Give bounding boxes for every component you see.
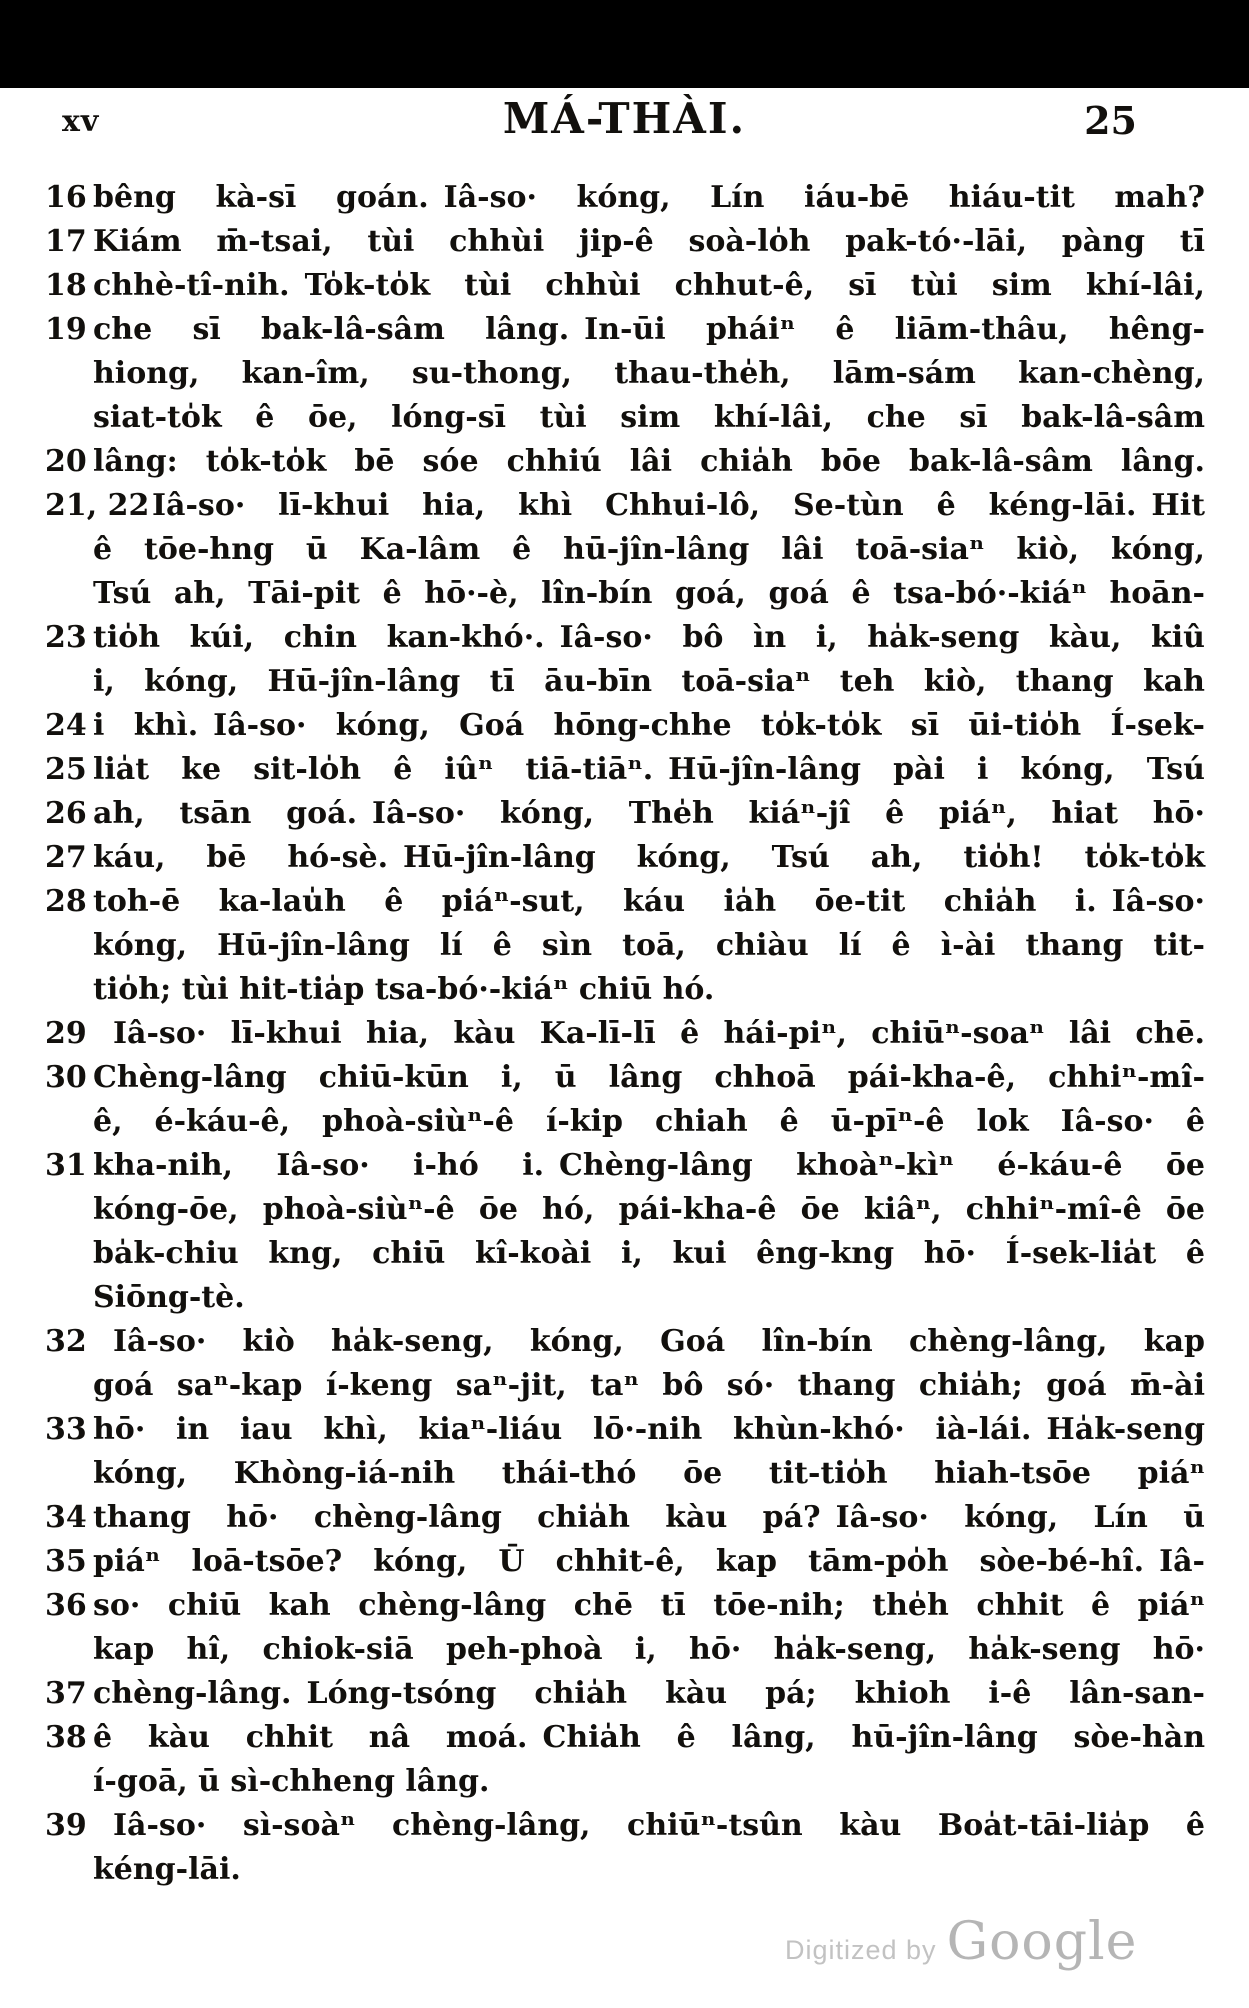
verse-number: 16 [45,180,87,215]
verse-line [45,1716,1205,1760]
verse-number: 25 [45,752,87,787]
verse-line [45,1056,1205,1100]
verse-text: lia̍t ke sit-lo̍h ê iûⁿ tiā-tiāⁿ. Hū-jîn-lâng pài i kóng, Tsú [93,752,1205,787]
verse-text: ê, é-káu-ê, phoà-siùⁿ-ê í-kip chiah ê ū-pīⁿ-ê lok Iâ-so· ê [93,1104,1205,1139]
verse-text: Siōng-tè. [93,1280,245,1315]
page-header [0,94,1249,146]
page-number: 25 [1084,98,1137,143]
verse-text: ê tōe-hng ū Ka-lâm ê hū-jîn-lâng lâi toā-siaⁿ kiò, kóng, [93,532,1205,567]
verse-text: kóng, Khòng-iá-nih thái-thó ōe tit-tio̍h hiah-tsōe piáⁿ [93,1456,1205,1491]
verse-text: kha-nih, Iâ-so· i-hó i. Chèng-lâng khoàⁿ-kìⁿ é-káu-ê ōe [93,1148,1205,1183]
verse-line [45,748,1205,792]
verse-line [45,220,1205,264]
verse-text: chèng-lâng. Lóng-tsóng chia̍h kàu pá; khioh i-ê lân-san- [93,1676,1205,1711]
verse-line [45,1364,1205,1408]
verse-line [45,1188,1205,1232]
verse-number: 23 [45,620,87,655]
verse-number: 34 [45,1500,87,1535]
verse-line [45,616,1205,660]
verse-text: kap hî, chiok-siā peh-phoà i, hō· ha̍k-seng, ha̍k-seng hō· [93,1632,1205,1667]
verse-number: 36 [45,1588,87,1623]
verse-line [45,1452,1205,1496]
verse-number: 29 [45,1016,87,1051]
verse-text: kóng-ōe, phoà-siùⁿ-ê ōe hó, pái-kha-ê ōe kiâⁿ, chhiⁿ-mî-ê ōe [93,1192,1205,1227]
verse-number: 17 [45,224,87,259]
chapter-folio: xv [62,104,100,139]
verse-text: tio̍h kúi, chin kan-khó·. Iâ-so· bô ìn i, ha̍k-seng kàu, kiû [93,620,1205,655]
verse-text: lâng: to̍k-to̍k bē sóe chhiú lâi chia̍h bōe bak-lâ-sâm lâng. [93,444,1205,479]
verse-line [45,1672,1205,1716]
verse-number: 33 [45,1412,87,1447]
verse-line [45,1144,1205,1188]
verse-line [45,660,1205,704]
verse-line [45,1232,1205,1276]
verse-number: 21, 22 [45,488,150,523]
verse-text: ah, tsān goá. Iâ-so· kóng, The̍h kiáⁿ-jî ê piáⁿ, hiat hō· [93,796,1205,831]
verse-line [45,440,1205,484]
verse-line [45,1760,1205,1804]
verse-text: kéng-lāi. [93,1852,241,1887]
verse-line [45,836,1205,880]
verse-text: í-goā, ū sì-chheng lâng. [93,1764,490,1799]
verse-text: i, kóng, Hū-jîn-lâng tī āu-bīn toā-siaⁿ teh kiò, thang kah [93,664,1205,699]
verse-line [45,1320,1205,1364]
verse-text: káu, bē hó-sè. Hū-jîn-lâng kóng, Tsú ah, tio̍h! to̍k-to̍k [93,840,1205,875]
verse-text: piáⁿ loā-tsōe? kóng, Ū chhit-ê, kap tām-po̍h sòe-bé-hî. Iâ- [93,1544,1205,1579]
google-watermark [785,1912,1137,1972]
verse-line [45,572,1205,616]
verse-line [45,176,1205,220]
verse-line [45,1276,1205,1320]
verse-line [45,1804,1205,1848]
verse-text: siat-to̍k ê ōe, lóng-sī tùi sim khí-lâi, che sī bak-lâ-sâm [93,400,1205,435]
digitized-by-label: Digitized by [785,1935,937,1965]
verse-text: che sī bak-lâ-sâm lâng. In-ūi pháiⁿ ê liām-thâu, hêng- [93,312,1205,347]
verse-line [45,308,1205,352]
verse-text: Kiám m̄-tsai, tùi chhùi jip-ê soà-lo̍h pak-tó·-lāi, pàng tī [93,224,1205,259]
verse-number: 30 [45,1060,87,1095]
verse-line [45,396,1205,440]
google-logo: Google [946,1912,1138,1972]
verse-text: so· chiū kah chèng-lâng chē tī tōe-nih; the̍h chhit ê piáⁿ [93,1588,1205,1623]
verse-text: ba̍k-chiu kng, chiū kî-koài i, kui êng-kng hō· Í-sek-lia̍t ê [93,1236,1205,1271]
verse-text: tio̍h; tùi hit-tia̍p tsa-bó·-kiáⁿ chiū hó. [93,972,715,1007]
scan-edge-bar [0,0,1249,88]
verse-number: 39 [45,1808,87,1843]
verse-line [45,484,1205,528]
verse-line [45,1628,1205,1672]
verse-line [45,352,1205,396]
verse-line [45,1540,1205,1584]
verse-number: 35 [45,1544,87,1579]
verse-number: 38 [45,1720,87,1755]
verse-line [45,924,1205,968]
verse-text: toh-ē ka-lau̍h ê piáⁿ-sut, káu ia̍h ōe-tit chia̍h i. Iâ-so· [93,884,1205,919]
verse-text: i khì. Iâ-so· kóng, Goá hōng-chhe to̍k-to̍k sī ūi-tio̍h Í-sek- [93,708,1205,743]
verse-line [45,1584,1205,1628]
verse-line [45,1012,1205,1056]
verse-number: 18 [45,268,87,303]
verse-text: chhè-tî-nih. To̍k-to̍k tùi chhùi chhut-ê, sī tùi sim khí-lâi, [93,268,1205,303]
verse-text: Tsú ah, Tāi-pit ê hō·-è, lîn-bín goá, goá ê tsa-bó·-kiáⁿ hoān- [93,576,1205,611]
verse-line [45,880,1205,924]
verse-text: hō· in iau khì, kiaⁿ-liáu lō·-nih khùn-khó· ià-lái. Ha̍k-seng [93,1412,1205,1447]
verse-number: 31 [45,1148,87,1183]
verse-line [45,1100,1205,1144]
verse-text: ê kàu chhit nâ moá. Chia̍h ê lâng, hū-jîn-lâng sòe-hàn [93,1720,1205,1755]
verse-text: Iâ-so· lī-khui hia, kàu Ka-lī-lī ê hái-piⁿ, chiūⁿ-soaⁿ lâi chē. [113,1016,1205,1051]
verse-number: 27 [45,840,87,875]
verse-text: thang hō· chèng-lâng chia̍h kàu pá? Iâ-so· kóng, Lín ū [93,1500,1205,1535]
verse-line [45,1848,1205,1892]
verse-line [45,1408,1205,1452]
verse-text: kóng, Hū-jîn-lâng lí ê sìn toā, chiàu lí ê ì-ài thang tit- [93,928,1205,963]
verse-text: Iâ-so· lī-khui hia, khì Chhui-lô, Se-tùn ê kéng-lāi. Hit [152,488,1205,523]
verse-number: 19 [45,312,87,347]
verse-line [45,264,1205,308]
verse-number: 32 [45,1324,87,1359]
verse-line [45,792,1205,836]
verse-number: 24 [45,708,87,743]
verse-number: 37 [45,1676,87,1711]
verse-text: hiong, kan-îm, su-thong, thau-the̍h, lām-sám kan-chèng, [93,356,1205,391]
verse-line [45,1496,1205,1540]
verse-text: Iâ-so· sì-soàⁿ chèng-lâng, chiūⁿ-tsûn kàu Boa̍t-tāi-lia̍p ê [113,1808,1205,1843]
verse-text-block [45,176,1205,1892]
verse-line [45,968,1205,1012]
verse-text: Chèng-lâng chiū-kūn i, ū lâng chhoā pái-kha-ê, chhiⁿ-mî- [93,1060,1205,1095]
verse-number: 26 [45,796,87,831]
verse-number: 20 [45,444,87,479]
page-title: MÁ-THÀI. [502,94,747,143]
verse-text: bêng kà-sī goán. Iâ-so· kóng, Lín iáu-bē hiáu-tit mah? [93,180,1205,215]
verse-text: Iâ-so· kiò ha̍k-seng, kóng, Goá lîn-bín chèng-lâng, kap [113,1324,1205,1359]
verse-text: goá saⁿ-kap í-keng saⁿ-jit, taⁿ bô só· thang chia̍h; goá m̄-ài [93,1368,1205,1403]
verse-line [45,704,1205,748]
verse-line [45,528,1205,572]
verse-number: 28 [45,884,87,919]
